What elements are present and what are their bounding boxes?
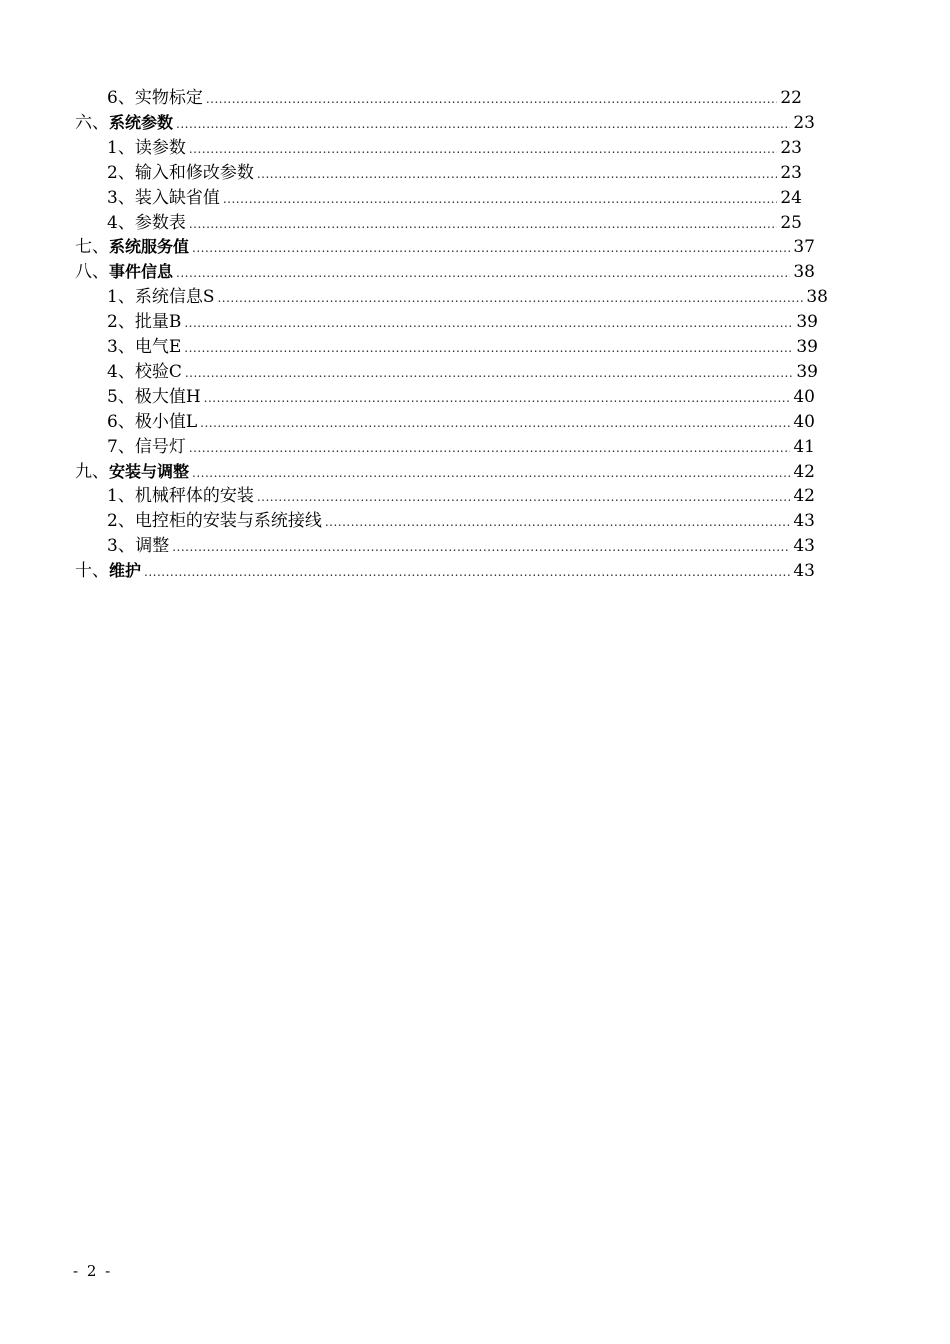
toc-entry-page: 23 — [793, 112, 815, 133]
toc-dot-leader — [192, 236, 790, 260]
toc-entry-title: 电控柜的安装与系统接线 — [134, 511, 322, 532]
toc-entry-title: 电气E — [134, 337, 182, 357]
toc-dot-leader — [204, 386, 791, 410]
toc-dot-leader — [184, 336, 793, 360]
toc-entry-number: 八、 — [75, 262, 109, 283]
toc-entry-number: 2、 — [107, 511, 135, 532]
toc-entry-number: 1、 — [107, 486, 135, 507]
toc-dot-leader — [189, 137, 778, 161]
toc-entry-page: 25 — [780, 212, 802, 233]
toc-entry-page: 39 — [796, 337, 818, 357]
toc-dot-leader — [189, 436, 791, 460]
toc-entry[interactable] — [75, 559, 815, 583]
toc-dot-leader — [217, 286, 803, 310]
toc-entry-page: 38 — [793, 262, 815, 283]
toc-entry-title: 极小值L — [134, 411, 198, 432]
toc-entry-number: 七、 — [75, 237, 109, 258]
toc-dot-leader — [184, 311, 793, 335]
toc-entry[interactable] — [107, 534, 815, 558]
toc-entry-title: 维护 — [109, 561, 142, 581]
toc-entry-number: 6、 — [107, 88, 135, 108]
toc-entry-number: 5、 — [107, 386, 135, 407]
toc-entry-title: 参数表 — [134, 212, 186, 233]
toc-entry[interactable] — [107, 360, 818, 384]
toc-entry-page: 39 — [796, 312, 818, 333]
toc-entry-title: 实物标定 — [134, 88, 203, 108]
toc-entry[interactable] — [107, 435, 815, 459]
toc-dot-leader — [172, 535, 790, 559]
toc-entry[interactable] — [75, 460, 815, 484]
toc-entry-title: 系统信息S — [134, 287, 215, 308]
toc-entry[interactable] — [107, 211, 802, 235]
toc-entry-title: 机械秤体的安装 — [134, 486, 254, 507]
toc-entry[interactable] — [107, 385, 815, 409]
toc-entry-title: 极大值H — [134, 386, 201, 407]
toc-dot-leader — [223, 187, 778, 211]
toc-entry[interactable] — [75, 260, 815, 284]
toc-dot-leader — [176, 261, 790, 285]
toc-entry-number: 2、 — [107, 162, 135, 183]
toc-entry-title: 安装与调整 — [109, 461, 190, 481]
toc-entry-number: 十、 — [75, 561, 109, 582]
toc-entry-page: 22 — [780, 88, 802, 108]
toc-entry[interactable] — [107, 310, 818, 334]
toc-entry-number: 九、 — [75, 461, 109, 482]
toc-entry-title: 系统服务值 — [109, 237, 190, 257]
toc-dot-leader — [189, 212, 778, 236]
toc-dot-leader — [185, 361, 794, 385]
toc-dot-leader — [325, 510, 791, 534]
toc-entry-page: 39 — [796, 361, 818, 382]
toc-entry-page: 43 — [793, 536, 815, 557]
toc-entry-number: 3、 — [107, 187, 135, 208]
toc-entry[interactable] — [107, 335, 818, 359]
toc-entry-page: 37 — [793, 237, 815, 258]
toc-entry-number: 六、 — [75, 112, 109, 133]
toc-entry[interactable] — [107, 86, 802, 110]
toc-entry-number: 4、 — [107, 212, 135, 233]
toc-entry-page: 24 — [780, 187, 802, 208]
toc-entry[interactable] — [75, 111, 815, 135]
toc-entry-title: 调整 — [135, 536, 170, 557]
toc-entry[interactable] — [107, 136, 802, 160]
toc-entry-title: 装入缺省值 — [134, 187, 220, 208]
toc-entry[interactable] — [107, 161, 802, 185]
toc-dot-leader — [192, 461, 790, 485]
toc-dot-leader — [257, 485, 791, 509]
toc-entry-number: 6、 — [107, 411, 135, 432]
toc-entry-page: 40 — [793, 386, 815, 407]
toc-entry-number: 3、 — [107, 536, 135, 557]
page-number: - 2 - — [73, 1262, 113, 1280]
toc-entry[interactable] — [107, 509, 815, 533]
toc-entry-page: 43 — [793, 561, 815, 582]
toc-entry-number: 2、 — [107, 312, 135, 333]
toc-entry-title: 校验C — [134, 361, 182, 382]
toc-entry[interactable] — [107, 186, 802, 210]
toc-entry-page: 43 — [793, 511, 815, 532]
toc-entry-number: 7、 — [107, 436, 135, 457]
toc-entry-title: 事件信息 — [109, 262, 174, 282]
toc-entry-title: 批量B — [134, 312, 182, 333]
toc-entry-number: 1、 — [107, 137, 135, 158]
toc-entry-number: 1、 — [107, 287, 135, 308]
toc-entry-title: 信号灯 — [134, 436, 186, 457]
toc-dot-leader — [200, 411, 790, 435]
toc-entry-title: 输入和修改参数 — [134, 162, 254, 183]
toc-dot-leader — [144, 560, 790, 584]
toc-entry[interactable] — [107, 285, 828, 309]
toc-entry-page: 23 — [780, 137, 802, 158]
toc-entry[interactable] — [75, 235, 815, 259]
toc-entry-page: 42 — [793, 486, 815, 507]
toc-entry[interactable] — [107, 410, 815, 434]
toc-entry[interactable] — [107, 484, 815, 508]
toc-entry-number: 4、 — [107, 361, 135, 382]
toc-entry-title: 读参数 — [134, 137, 186, 158]
toc-entry-number: 3、 — [107, 337, 135, 357]
toc-dot-leader — [206, 87, 778, 111]
toc-entry-page: 38 — [806, 287, 828, 308]
toc-dot-leader — [176, 112, 790, 136]
toc-entry-page: 23 — [780, 162, 802, 183]
toc-entry-page: 41 — [793, 436, 815, 457]
toc-dot-leader — [257, 162, 778, 186]
toc-entry-title: 系统参数 — [109, 112, 174, 132]
toc-entry-page: 40 — [793, 411, 815, 432]
toc-entry-page: 42 — [793, 461, 815, 482]
